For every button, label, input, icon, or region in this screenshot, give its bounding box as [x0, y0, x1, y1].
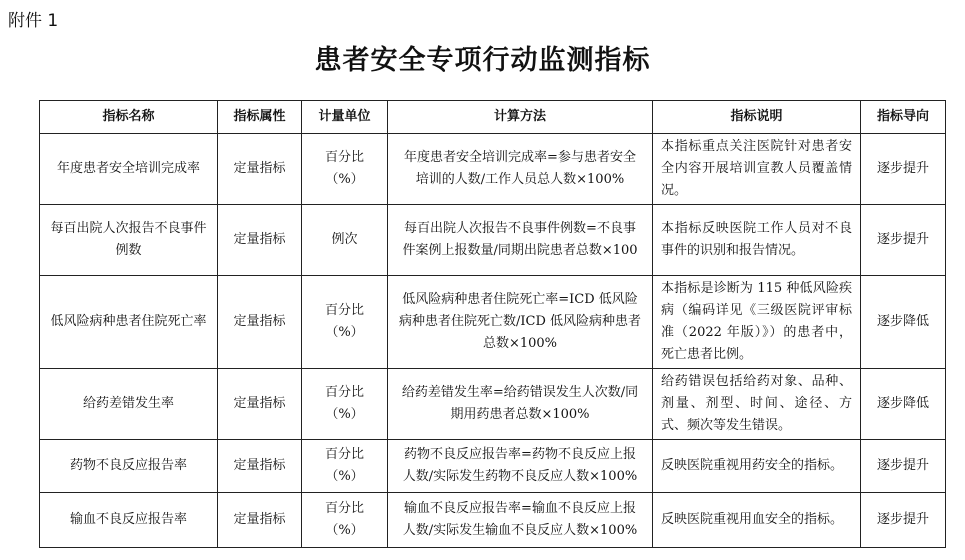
cell-indicator-name: 给药差错发生率: [40, 369, 218, 440]
cell-indicator-description: 给药错误包括给药对象、品种、剂量、剂型、时间、途径、方式、频次等发生错误。: [653, 369, 861, 440]
header-indicator-direction: 指标导向: [861, 101, 946, 134]
cell-indicator-attribute: 定量指标: [218, 134, 302, 205]
cell-unit: 例次: [302, 205, 388, 276]
cell-indicator-attribute: 定量指标: [218, 369, 302, 440]
cell-indicator-description: 本指标重点关注医院针对患者安全内容开展培训宣教人员覆盖情况。: [653, 134, 861, 205]
cell-unit: 百分比（%）: [302, 493, 388, 548]
cell-indicator-attribute: 定量指标: [218, 440, 302, 493]
cell-indicator-description: 反映医院重视用血安全的指标。: [653, 493, 861, 548]
cell-indicator-name: 每百出院人次报告不良事件例数: [40, 205, 218, 276]
cell-indicator-direction: 逐步提升: [861, 440, 946, 493]
header-unit: 计量单位: [302, 101, 388, 134]
cell-indicator-direction: 逐步提升: [861, 493, 946, 548]
cell-indicator-description: 本指标反映医院工作人员对不良事件的识别和报告情况。: [653, 205, 861, 276]
cell-indicator-direction: 逐步降低: [861, 369, 946, 440]
table-row: [40, 134, 946, 205]
indicator-table: [39, 100, 946, 548]
cell-unit: 百分比（%）: [302, 369, 388, 440]
cell-indicator-name: 年度患者安全培训完成率: [40, 134, 218, 205]
attachment-label: 附件 1: [8, 11, 59, 31]
cell-calculation-method: 低风险病种患者住院死亡率=ICD 低风险病种患者住院死亡数/ICD 低风险病种患者总数×100%: [388, 276, 653, 369]
cell-indicator-attribute: 定量指标: [218, 276, 302, 369]
cell-indicator-name: 输血不良反应报告率: [40, 493, 218, 548]
cell-indicator-direction: 逐步降低: [861, 276, 946, 369]
cell-indicator-name: 低风险病种患者住院死亡率: [40, 276, 218, 369]
table-row: [40, 205, 946, 276]
header-indicator-name: 指标名称: [40, 101, 218, 134]
table-row: [40, 493, 946, 548]
cell-indicator-description: 本指标是诊断为 115 种低风险疾病（编码详见《三级医院评审标准（2022 年版）》）的患者中，死亡患者比例。: [653, 276, 861, 369]
cell-unit: 百分比（%）: [302, 276, 388, 369]
cell-indicator-direction: 逐步提升: [861, 205, 946, 276]
header-calculation-method: 计算方法: [388, 101, 653, 134]
table-header-row: [40, 101, 946, 134]
cell-indicator-direction: 逐步提升: [861, 134, 946, 205]
cell-calculation-method: 每百出院人次报告不良事件例数=不良事件案例上报数量/同期出院患者总数×100: [388, 205, 653, 276]
cell-calculation-method: 药物不良反应报告率=药物不良反应上报人数/实际发生药物不良反应人数×100%: [388, 440, 653, 493]
header-indicator-attribute: 指标属性: [218, 101, 302, 134]
cell-indicator-attribute: 定量指标: [218, 493, 302, 548]
cell-calculation-method: 给药差错发生率=给药错误发生人次数/同期用药患者总数×100%: [388, 369, 653, 440]
cell-unit: 百分比（%）: [302, 440, 388, 493]
table-row: [40, 440, 946, 493]
table-row: [40, 369, 946, 440]
cell-calculation-method: 输血不良反应报告率=输血不良反应上报人数/实际发生输血不良反应人数×100%: [388, 493, 653, 548]
header-indicator-description: 指标说明: [653, 101, 861, 134]
cell-indicator-description: 反映医院重视用药安全的指标。: [653, 440, 861, 493]
cell-unit: 百分比（%）: [302, 134, 388, 205]
cell-indicator-name: 药物不良反应报告率: [40, 440, 218, 493]
table-row: [40, 276, 946, 369]
page-title: 患者安全专项行动监测指标: [314, 45, 651, 76]
cell-calculation-method: 年度患者安全培训完成率=参与患者安全培训的人数/工作人员总人数×100%: [388, 134, 653, 205]
cell-indicator-attribute: 定量指标: [218, 205, 302, 276]
